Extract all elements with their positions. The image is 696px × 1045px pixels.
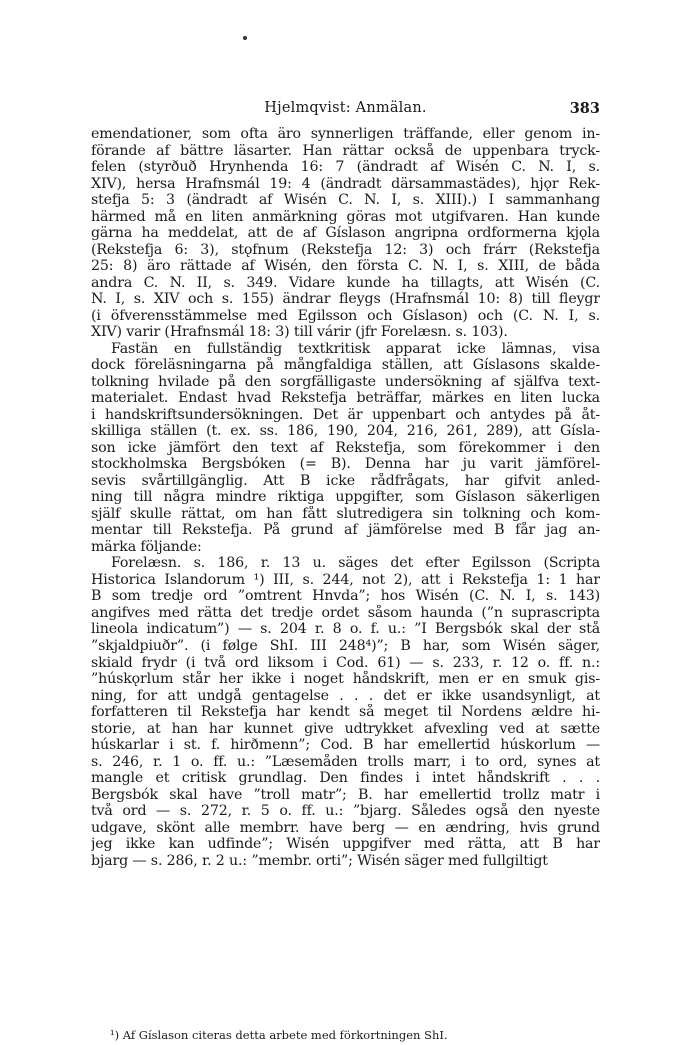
page-number: 383: [569, 100, 600, 117]
text-line: ning, for att undgå gentagelse . . . det er ikke usandsynligt, at: [91, 687, 600, 704]
text-line: bjarg — s. 286, r. 2 u.: ”membr. orti”; Wisén säger med fullgiltigt: [91, 852, 548, 869]
text-line: (i öfverensstämmelse med Egilsson och Gíslason) och (C. N. I, s.: [91, 307, 600, 324]
text-line: 25: 8) äro rättade af Wisén, den första C. N. I, s. XIII, de båda: [91, 258, 600, 275]
text-line: två ord — s. 272, r. 5 o. ff. u.: ”bjarg. Således også den nyeste: [91, 803, 600, 820]
text-line: húskarlar i st. f. hirðmenn”; Cod. B har emellertid húskorlum —: [91, 737, 600, 754]
text-line: angifves med rätta det tredje ordet såsom haunda (”n suprascripta: [91, 604, 600, 621]
text-line: XIV) varir (Hrafnsmál 18: 3) till várir (jfr Forelæsn. s. 103).: [91, 324, 508, 341]
text-line: jeg ikke kan udfinde”; Wisén uppgifver med rätta, att B har: [91, 836, 600, 853]
article-body: [91, 126, 600, 869]
text-line: s. 246, r. 1 o. ff. u.: ”Læsemåden trolls marr, i to ord, synes at: [91, 753, 600, 770]
text-line: emendationer, som ofta äro synnerligen träffande, eller genom in-: [91, 126, 600, 142]
text-line: son icke jämfört den text af Rekstefja, som förekommer i den: [91, 439, 600, 456]
text-line: mangle et critisk grundlag. Den findes i intet håndskrift . . .: [91, 770, 600, 787]
text-line: skiald frydr (i två ord liksom i Cod. 61) — s. 233, r. 12 o. ff. n.:: [91, 654, 600, 671]
text-line: (Rekstefja 6: 3), stǫfnum (Rekstefja 12: 3) och frárr (Rekstefja: [91, 241, 600, 258]
text-line: stockholmska Bergsbóken (= B). Denna har ju varit jämförel-: [91, 456, 600, 473]
text-line: Bergsbók skal have ”troll matr”; B. har emellertid trollz matr i: [91, 786, 600, 803]
text-line: härmed må en liten anmärkning göras mot utgifvaren. Han kunde: [91, 208, 600, 225]
text-line: ning till några mindre riktiga uppgifter, som Gíslason säkerligen: [91, 489, 600, 506]
text-line: förande af bättre läsarter. Han rättar också de uppenbara tryck-: [91, 142, 600, 159]
text-line: Forelæsn. s. 186, r. 13 u. säges det efter Egilsson (Scripta: [111, 555, 600, 572]
text-line: B som tredje ord ”omtrent Hnvda”; hos Wisén (C. N. I, s. 143): [91, 588, 600, 605]
text-line: andra C. N. II, s. 349. Vidare kunde ha tillagts, att Wisén (C.: [91, 274, 600, 291]
text-line: gärna ha meddelat, att de af Gíslason angripna ordformerna kjǫla: [91, 225, 600, 242]
text-line: mentar till Rekstefja. På grund af jämförelse med B får jag an-: [91, 522, 600, 539]
text-line: sevis svårtillgänglig. Att B icke rådfrågats, har gifvit anled-: [91, 472, 600, 489]
text-line: tolkning hvilade på den sorgfälligaste undersökning af själfva text-: [91, 373, 600, 390]
text-line: ”húskǫrlum står her ikke i noget håndskrift, men er en smuk gis-: [91, 671, 600, 688]
text-line: dock föreläsningarna på mångfaldiga ställen, att Gíslasons skalde-: [91, 357, 600, 374]
text-line: märka följande:: [91, 538, 202, 555]
text-line: materialet. Endast hvad Rekstefja beträffar, märkes en liten lucka: [91, 390, 600, 407]
text-line: felen (styrðuð Hrynhenda 16: 7 (ändradt af Wisén C. N. I, s.: [91, 159, 600, 176]
running-header: [91, 100, 600, 120]
text-line: udgave, skönt alle membrr. have berg — en ændring, hvis grund: [91, 819, 600, 836]
text-line: XIV), hersa Hrafnsmál 19: 4 (ändradt därsammastädes), hjǫr Rek-: [91, 175, 600, 192]
text-line: storie, at han har kunnet give udtrykket afvexling ved at sætte: [91, 720, 600, 737]
text-line: själf skulle rättat, om han fått slutredigera sin tolkning och kom-: [91, 505, 600, 522]
text-line: stefja 5: 3 (ändradt af Wisén C. N. I, s. XIII).) I sammanhang: [91, 192, 600, 209]
text-line: i handskriftsundersökningen. Det är uppenbart och antydes på åt-: [91, 406, 600, 423]
footnote: ¹) Af Gíslason citeras detta arbete med förkortningen ShI.: [110, 1028, 448, 1042]
text-line: forfatteren til Rekstefja har kendt så meget til Nordens ældre hi-: [91, 704, 600, 721]
text-line: Historica Islandorum ¹) III, s. 244, not 2), att i Rekstefja 1: 1 har: [91, 571, 600, 588]
text-line: lineola indicatum”) — s. 204 r. 8 o. f. u.: ”I Bergsbók skal der stå: [91, 621, 600, 638]
print-mark: [243, 36, 247, 40]
text-line: N. I, s. XIV och s. 155) ändrar fleygs (Hrafnsmál 10: 8) till fleygr: [91, 291, 600, 308]
text-line: skilliga ställen (t. ex. ss. 186, 190, 204, 216, 261, 289), att Gísla-: [91, 423, 600, 440]
text-line: ”skjaldpiuðr”. (i følge ShI. III 248⁴)”; B har, som Wisén säger,: [91, 637, 600, 654]
text-line: Fastän en fullständig textkritisk apparat icke lämnas, visa: [111, 340, 600, 357]
running-title: Hjelmqvist: Anmälan.: [264, 100, 427, 116]
